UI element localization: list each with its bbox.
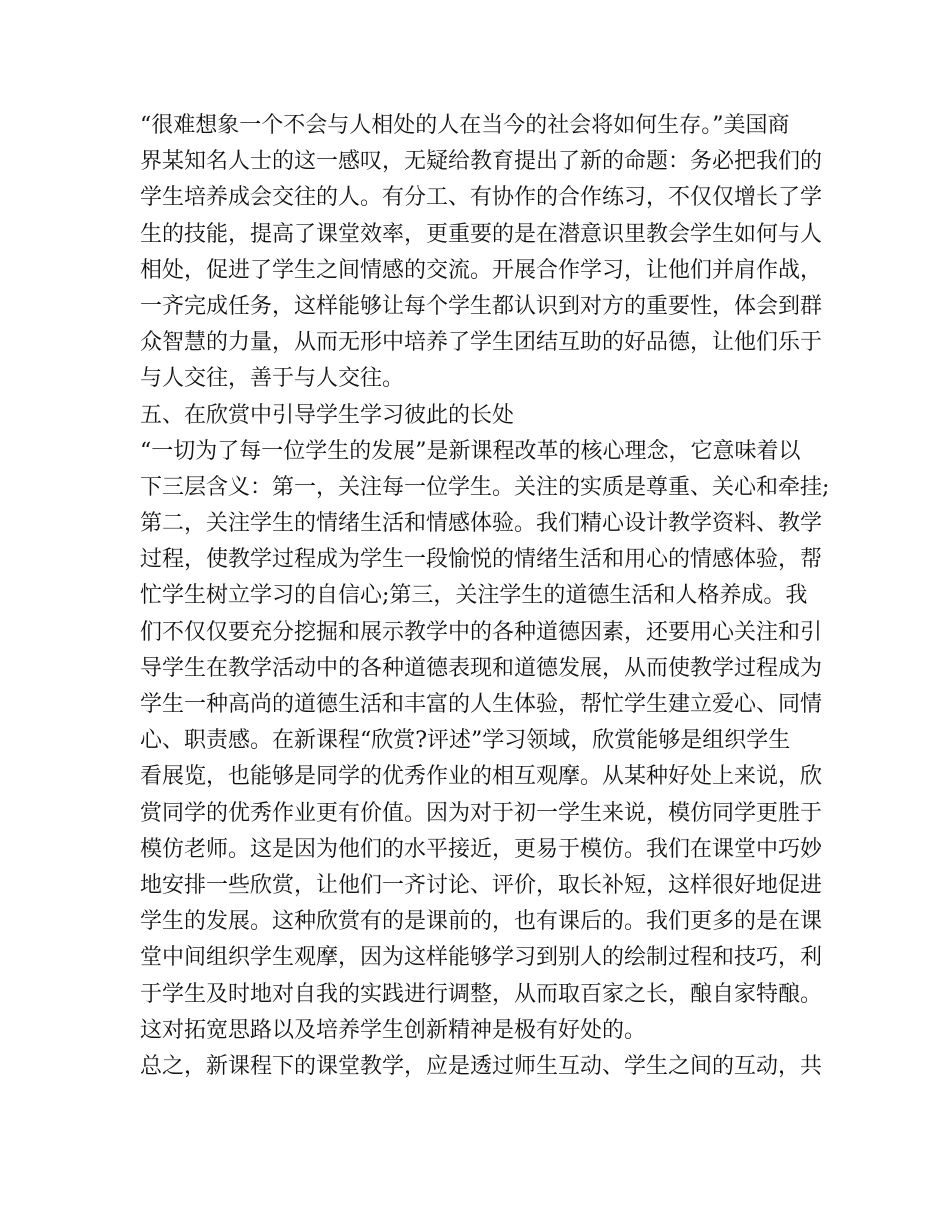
text-line: 堂中间组织学生观摩，因为这样能够学习到别人的绘制过程和技巧，利 xyxy=(140,945,823,971)
text-line: 看展览，也能够是同学的优秀作业的相互观摩。从某种好处上来说，欣 xyxy=(140,764,823,790)
text-line: 模仿老师。这是因为他们的水平接近，更易于模仿。我们在课堂中巧妙 xyxy=(140,836,823,862)
text-line: 众智慧的力量，从而无形中培养了学生团结互助的好品德，让他们乐于 xyxy=(140,330,823,356)
text-line: 第二，关注学生的情绪生活和情感体验。我们精心设计教学资料、教学 xyxy=(140,511,823,537)
text-line: 学生培养成会交往的人。有分工、有协作的合作练习，不仅仅增长了学 xyxy=(140,185,823,211)
section-heading: 五、在欣赏中引导学生学习彼此的长处 xyxy=(140,402,515,428)
text-line: “很难想象一个不会与人相处的人在当今的社会将如何生存。”美国商 xyxy=(140,113,790,138)
text-line: 生的技能，提高了课堂效率，更重要的是在潜意识里教会学生如何与人 xyxy=(140,221,823,247)
text-line: 这对拓宽思路以及培养学生创新精神是极有好处的。 xyxy=(140,1017,647,1043)
text-line: 学生一种高尚的道德生活和丰富的人生体验，帮忙学生建立爱心、同情 xyxy=(140,692,823,717)
text-line: 下三层含义：第一，关注每一位学生。关注的实质是尊重、关心和牵挂; xyxy=(140,474,830,500)
text-line: 地安排一些欣赏，让他们一齐讨论、评价，取长补短，这样很好地促进 xyxy=(140,872,823,898)
text-line: 于学生及时地对自我的实践进行调整，从而取百家之长，酿自家特酿。 xyxy=(140,981,823,1007)
document-body xyxy=(140,108,830,1085)
text-line: 过程，使教学过程成为学生一段愉悦的情绪生活和用心的情感体验，帮 xyxy=(140,547,823,573)
text-line: 们不仅仅要充分挖掘和展示教学中的各种道德因素，还要用心关注和引 xyxy=(140,619,823,645)
text-line: 一齐完成任务，这样能够让每个学生都认识到对方的重要性，体会到群 xyxy=(140,293,823,319)
text-line: 与人交往，善于与人交往。 xyxy=(140,366,405,392)
text-line: 赏同学的优秀作业更有价值。因为对于初一学生来说，模仿同学更胜于 xyxy=(140,800,823,826)
text-line: 忙学生树立学习的自信心;第三，关注学生的道德生活和人格养成。我 xyxy=(140,583,808,609)
text-line: 心、职责感。在新课程“欣赏?评述”学习领域，欣赏能够是组织学生 xyxy=(140,728,791,754)
text-line: 学生的发展。这种欣赏有的是课前的，也有课后的。我们更多的是在课 xyxy=(140,909,823,935)
text-line: 相处，促进了学生之间情感的交流。开展合作学习，让他们并肩作战， xyxy=(140,257,823,283)
text-line: 总之，新课程下的课堂教学，应是透过师生互动、学生之间的互动，共 xyxy=(140,1053,823,1079)
text-line: 导学生在教学活动中的各种道德表现和道德发展，从而使教学过程成为 xyxy=(140,655,823,681)
text-line: 界某知名人士的这一感叹，无疑给教育提出了新的命题：务必把我们的 xyxy=(140,149,823,175)
text-line: “一切为了每一位学生的发展”是新课程改革的核心理念，它意味着以 xyxy=(140,438,801,464)
